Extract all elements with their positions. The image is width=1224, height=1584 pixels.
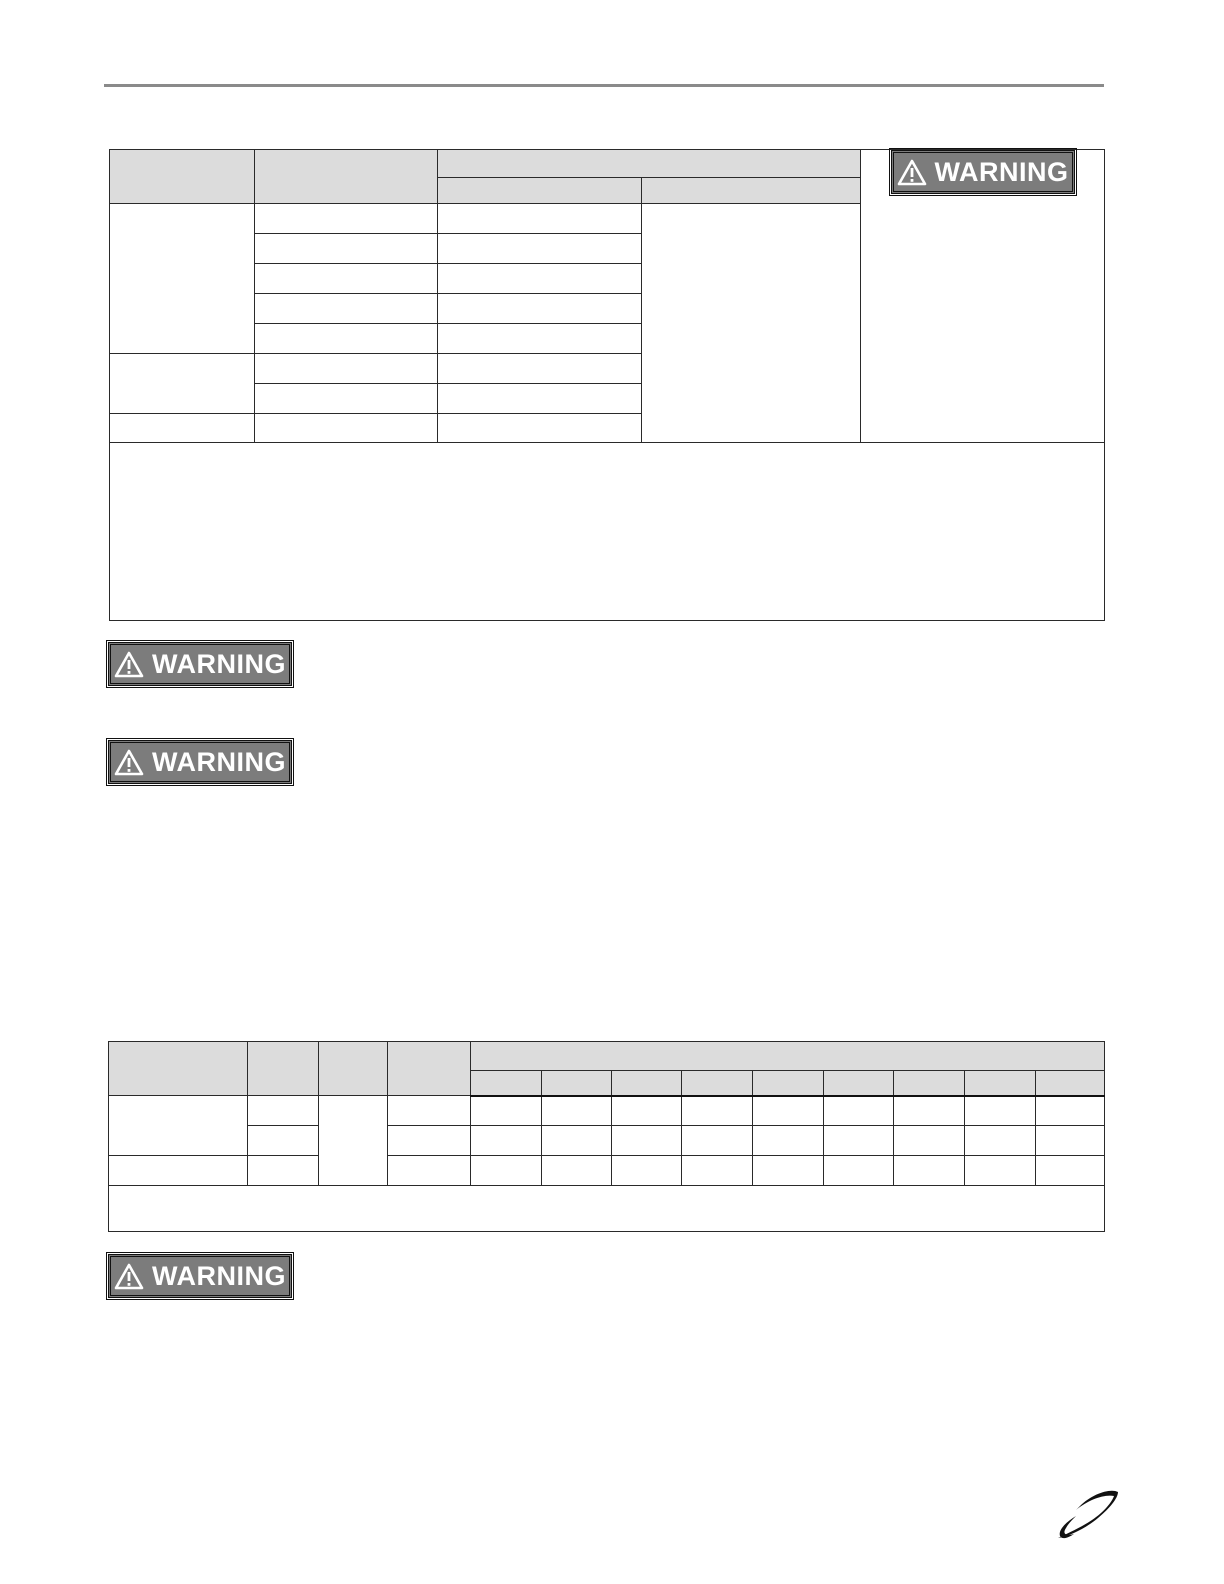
table-cell bbox=[965, 1126, 1036, 1156]
table-cell bbox=[248, 1156, 319, 1186]
table-cell bbox=[965, 1071, 1036, 1096]
table-row bbox=[109, 1096, 1105, 1126]
table-cell bbox=[542, 1156, 612, 1186]
table-cell bbox=[109, 1042, 248, 1096]
table-cell bbox=[248, 1042, 319, 1096]
table-cell bbox=[109, 1096, 248, 1156]
table-cell bbox=[894, 1126, 965, 1156]
table-cell bbox=[753, 1126, 824, 1156]
table-cell bbox=[438, 294, 642, 324]
table-cell bbox=[438, 234, 642, 264]
table-note bbox=[110, 443, 1105, 621]
table-row bbox=[109, 1042, 1105, 1071]
table-cell bbox=[255, 150, 438, 204]
table-cell bbox=[255, 264, 438, 294]
table-cell bbox=[471, 1126, 542, 1156]
table-2 bbox=[108, 1041, 1105, 1232]
table-cell bbox=[255, 384, 438, 414]
table-note bbox=[109, 1186, 1105, 1232]
table-cell bbox=[965, 1156, 1036, 1186]
table-cell bbox=[471, 1042, 1105, 1071]
table-cell bbox=[542, 1096, 612, 1126]
swoosh-logo-icon bbox=[1052, 1486, 1122, 1546]
table-cell bbox=[612, 1071, 682, 1096]
table-cell bbox=[612, 1156, 682, 1186]
table-cell bbox=[438, 178, 642, 204]
warning-text: WARNING bbox=[152, 1260, 286, 1291]
table-row bbox=[109, 1156, 1105, 1186]
table-cell bbox=[682, 1126, 753, 1156]
table-row bbox=[109, 1126, 1105, 1156]
table-cell bbox=[642, 204, 861, 443]
table-cell bbox=[894, 1071, 965, 1096]
table-cell bbox=[109, 1156, 248, 1186]
table-cell bbox=[255, 294, 438, 324]
table-cell bbox=[861, 150, 1105, 443]
table-cell bbox=[824, 1156, 894, 1186]
table-cell bbox=[682, 1096, 753, 1126]
table-cell bbox=[682, 1156, 753, 1186]
table-cell bbox=[965, 1096, 1036, 1126]
table-cell bbox=[1036, 1096, 1105, 1126]
table-row bbox=[109, 1186, 1105, 1232]
warning-label bbox=[108, 1254, 292, 1298]
table-cell bbox=[824, 1126, 894, 1156]
table-cell bbox=[319, 1096, 388, 1186]
table-cell bbox=[319, 1042, 388, 1096]
table-cell bbox=[894, 1156, 965, 1186]
warning-triangle-icon bbox=[114, 1263, 144, 1290]
table-cell bbox=[438, 264, 642, 294]
table-row bbox=[110, 150, 1105, 178]
table-cell bbox=[1036, 1156, 1105, 1186]
table-cell bbox=[248, 1126, 319, 1156]
table-1 bbox=[109, 149, 1105, 621]
warning-text: WARNING bbox=[152, 648, 286, 679]
table-cell bbox=[388, 1126, 471, 1156]
table-cell bbox=[471, 1071, 542, 1096]
table-cell bbox=[438, 384, 642, 414]
table-cell bbox=[110, 204, 255, 354]
table-cell bbox=[438, 150, 861, 178]
table-cell bbox=[255, 234, 438, 264]
warning-triangle-icon bbox=[897, 159, 927, 186]
table-cell bbox=[255, 354, 438, 384]
table-cell bbox=[388, 1096, 471, 1126]
table-cell bbox=[438, 324, 642, 354]
table-cell bbox=[824, 1071, 894, 1096]
table-cell bbox=[438, 354, 642, 384]
table-cell bbox=[110, 354, 255, 414]
table-cell bbox=[612, 1126, 682, 1156]
warning-label bbox=[108, 642, 292, 686]
table-row bbox=[110, 443, 1105, 621]
table-cell bbox=[471, 1096, 542, 1126]
warning-text: WARNING bbox=[934, 156, 1069, 187]
table-cell bbox=[682, 1071, 753, 1096]
header-rule bbox=[104, 84, 1104, 87]
table-cell bbox=[824, 1096, 894, 1126]
table-cell bbox=[255, 204, 438, 234]
table-cell bbox=[255, 324, 438, 354]
table-cell bbox=[1036, 1126, 1105, 1156]
table-cell bbox=[542, 1071, 612, 1096]
warning-label bbox=[108, 740, 292, 784]
table-cell bbox=[471, 1156, 542, 1186]
table-cell bbox=[642, 178, 861, 204]
warning-text: WARNING bbox=[152, 746, 286, 777]
table-cell bbox=[388, 1042, 471, 1096]
warning-triangle-icon bbox=[114, 651, 144, 678]
table-cell bbox=[255, 414, 438, 443]
table-cell bbox=[542, 1126, 612, 1156]
warning-triangle-icon bbox=[114, 749, 144, 776]
table-cell bbox=[753, 1071, 824, 1096]
table-cell bbox=[612, 1096, 682, 1126]
table-cell bbox=[248, 1096, 319, 1126]
table-cell bbox=[753, 1156, 824, 1186]
table-cell bbox=[388, 1156, 471, 1186]
table-cell bbox=[438, 204, 642, 234]
warning-label bbox=[891, 150, 1075, 194]
table-cell bbox=[753, 1096, 824, 1126]
table-cell bbox=[1036, 1071, 1105, 1096]
table-cell bbox=[110, 414, 255, 443]
table-cell bbox=[438, 414, 642, 443]
table-cell bbox=[894, 1096, 965, 1126]
table-cell bbox=[110, 150, 255, 204]
